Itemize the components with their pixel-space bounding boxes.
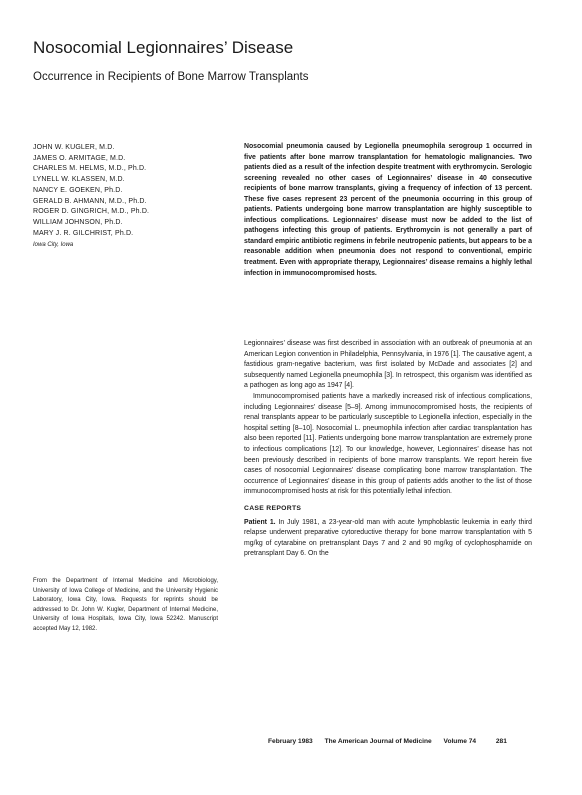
- page-footer: [268, 738, 538, 745]
- author-name: ROGER D. GINGRICH, M.D., Ph.D.: [33, 208, 150, 216]
- body-paragraph: Legionnaires’ disease was first described in association with an outbreak of pneumonia at an American Legion convention in Philadelphia, Pennsylvania, in 1976 [1]. The causative agent, a fastidious gram-negative bacterium, was first isolated by McDade and associates [2] and subsequently named Legionella pneumophila [3]. In retrospect, this organism was identified as a pathogen as long ago as 1947 [4].: [244, 340, 532, 390]
- case-text: In July 1981, a 23-year-old man with acute lymphoblastic leukemia in early third relapse underwent preparative cytoreductive therapy for bone marrow transplantation with 5 mg/kg of cytarabine on pretransplant Days 7 and 2 and 90 mg/kg of cyclophosphamide on pretransplant Day 6. On the: [244, 518, 532, 558]
- footer-date: February 1983: [268, 738, 313, 745]
- article-title: Nosocomial Legionnaires’ Disease: [33, 38, 294, 57]
- case-label: Patient 1.: [244, 518, 276, 526]
- author-name: JOHN W. KUGLER, M.D.: [33, 144, 115, 151]
- abstract: Nosocomial pneumonia caused by Legionella pneumophila serogroup 1 occurred in five patients after bone marrow transplantation for hematologic malignancies. Two patients died as a result of the infection despite treatment with erythromycin. Serologic screening revealed no other cases of Legionnaires’ disease in 40 consecutive recipients of bone marrow transplants, giving a frequency of infection of 13 percent. These five cases represent 23 percent of the pneumonia occurring in this group of patients. Patients undergoing bone marrow transplantation are highly susceptible to infectious complications. Legionnaires’ disease must now be added to the list of pathogens infecting this group of patients. Erythromycin is not generally a part of standard empiric antibiotic regimens in febrile neutropenic patients, but appears to be a reasonable addition when pneumonia does not respond to conventional, empiric treatment. Even with appropriate therapy, Legionnaires’ disease remains a highly lethal infection in immunocompromised hosts.: [244, 143, 532, 277]
- affiliation-footnote: From the Department of Internal Medicine and Microbiology, University of Iowa College of Medicine, and the University Hygienic Laboratory, Iowa City, Iowa. Requests for reprints should be addressed to Dr. John W. Kugler, Department of Internal Medicine, University of Iowa Hospitals, Iowa City, Iowa 52242. Manuscript accepted May 12, 1982.: [33, 578, 218, 632]
- body-paragraph: Immunocompromised patients have a markedly increased risk of infectious complications, including Legionnaires’ disease [5–9]. Among immunocompromised hosts, the recipients of renal transplants appear to be particularly susceptible to Legionella infection, especially in the hospital setting [8–10]. Nosocomial L. pneumophila infection after cardiac transplantation has also been reported [11]. Patients undergoing bone marrow transplantation are extremely prone to infectious complications [12]. To our knowledge, however, Legionnaires’ disease has not been previously described in recipients of bone marrow transplants. We report herein five cases of nosocomial Legionnaires’ disease complicating bone marrow transplantation. The occurrence of Legionnaires’ disease in this group of patients adds another to the list of those immunocompromised hosts at risk for this potentially lethal infection.: [244, 392, 532, 496]
- footer-page-number: 281: [495, 738, 507, 745]
- author-name: NANCY E. GOEKEN, Ph.D.: [33, 186, 123, 194]
- article-subtitle: Occurrence in Recipients of Bone Marrow Transplants: [33, 71, 309, 83]
- author-name: GERALD B. AHMANN, M.D., Ph.D.: [33, 197, 147, 205]
- author-affiliation: Iowa City, Iowa: [33, 242, 74, 249]
- author-name: LYNELL W. KLASSEN, M.D.: [33, 176, 125, 184]
- author-name: CHARLES M. HELMS, M.D., Ph.D.: [33, 165, 147, 173]
- footer-journal: The American Journal of Medicine: [324, 738, 432, 745]
- author-name: JAMES O. ARMITAGE, M.D.: [33, 154, 126, 162]
- footer-volume: Volume 74: [443, 738, 477, 745]
- author-name: MARY J. R. GILCHRIST, Ph.D.: [33, 229, 134, 237]
- author-list: [33, 143, 233, 250]
- author-name: WILLIAM JOHNSON, Ph.D.: [33, 218, 123, 226]
- article-body: [244, 339, 532, 560]
- section-heading: CASE REPORTS: [244, 504, 302, 512]
- case-paragraph: [244, 518, 532, 560]
